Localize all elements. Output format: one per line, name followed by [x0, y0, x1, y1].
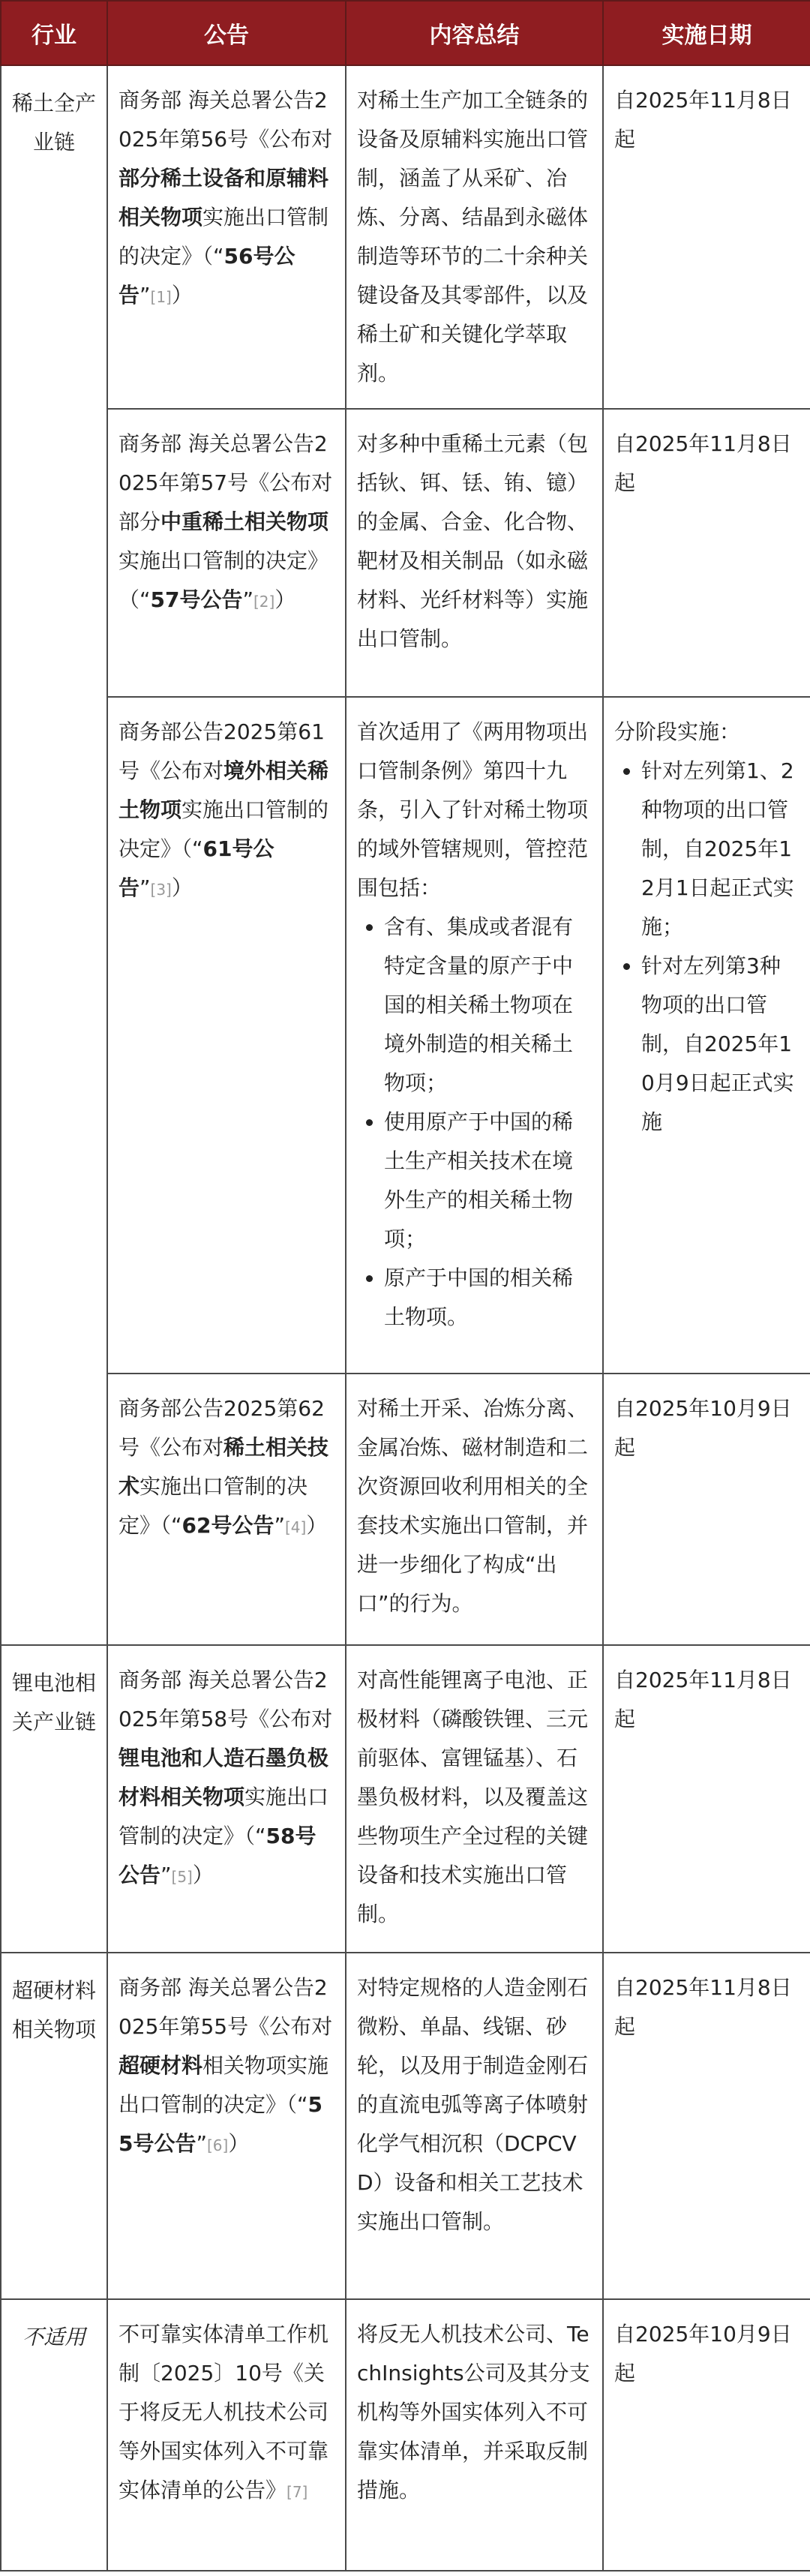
- industry-cell: 不适用: [1, 2299, 107, 2571]
- table-row: [1, 697, 810, 1374]
- list-item: • 使用原产于中国的稀土生产相关技术在境外生产的相关稀土物项；: [384, 1103, 593, 1259]
- table-row: [1, 65, 810, 409]
- header-industry: 行业: [1, 1, 107, 65]
- footnote-link[interactable]: [6]: [207, 2136, 229, 2154]
- announcement-short-name: 61号公告: [118, 836, 274, 900]
- footnote-link[interactable]: [7]: [286, 2483, 308, 2501]
- announcement-short-name: 56号公告: [118, 244, 296, 308]
- header-announcement: 公告: [107, 1, 346, 65]
- industry-cell: 超硬材料相关物项: [1, 1953, 107, 2299]
- footnote-link[interactable]: [4]: [285, 1518, 307, 1536]
- date-cell: [603, 697, 810, 1374]
- announcement-highlight: 中重稀土相关物项: [160, 509, 329, 534]
- announcement-cell: 商务部 海关总署公告2025年第55号《公布对超硬材料相关物项实施出口管制的决定》（“55号公告”[6]）: [107, 1953, 346, 2299]
- list-item: • 针对左列第3种物项的出口管制，自2025年10月9日起正式实施: [641, 947, 801, 1142]
- header-date: 实施日期: [603, 1, 810, 65]
- table-row: [1, 409, 810, 697]
- announcement-cell: 商务部公告2025第61号《公布对境外相关稀土物项实施出口管制的决定》（“61号公告”[3]）: [107, 697, 346, 1374]
- industry-cell: 稀土全产业链: [1, 65, 107, 1645]
- announcement-cell: 不可靠实体清单工作机制〔2025〕10号《关于将反无人机技术公司等外国实体列入不可靠实体清单的公告》[7]: [107, 2299, 346, 2571]
- summary-cell: 对稀土生产加工全链条的设备及原辅料实施出口管制，涵盖了从采矿、冶炼、分离、结晶到永磁体制造等环节的二十余种关键设备及其零部件，以及稀土矿和关键化学萃取剂。: [346, 65, 603, 409]
- announcement-highlight: 超硬材料: [118, 2053, 203, 2078]
- date-list: [614, 752, 801, 1142]
- date-cell: 自2025年10月9日起: [603, 2299, 810, 2571]
- table-row: [1, 1953, 810, 2299]
- footnote-link[interactable]: [2]: [254, 593, 275, 611]
- summary-list: [357, 908, 593, 1337]
- table-row: [1, 2299, 810, 2571]
- announcement-highlight: 锂电池和人造石墨负极材料相关物项: [118, 1746, 329, 1809]
- header-summary: 内容总结: [346, 1, 603, 65]
- list-item: • 针对左列第1、2种物项的出口管制，自2025年12月1日起正式实施；: [641, 752, 801, 947]
- announcement-highlight: 境外相关稀土物项: [118, 758, 329, 822]
- date-intro: 分阶段实施：: [614, 719, 741, 744]
- announcement-cell: 商务部公告2025第62号《公布对稀土相关技术实施出口管制的决定》（“62号公告”[4]）: [107, 1374, 346, 1645]
- list-item: • 原产于中国的相关稀土物项。: [384, 1259, 593, 1337]
- footnote-link[interactable]: [5]: [171, 1868, 193, 1886]
- summary-cell: 将反无人机技术公司、TechInsights公司及其分支机构等外国实体列入不可靠实体清单，并采取反制措施。: [346, 2299, 603, 2571]
- announcement-highlight: 部分稀土设备和原辅料相关物项: [118, 166, 329, 230]
- summary-cell: 对特定规格的人造金刚石微粉、单晶、线锯、砂轮，以及用于制造金刚石的直流电弧等离子体喷射化学气相沉积（DCPCVD）设备和相关工艺技术实施出口管制。: [346, 1953, 603, 2299]
- summary-cell: [346, 697, 603, 1374]
- summary-cell: 对高性能锂离子电池、正极材料（磷酸铁锂、三元前驱体、富锂锰基）、石墨负极材料，以及覆盖这些物项生产全过程的关键设备和技术实施出口管制。: [346, 1645, 603, 1953]
- summary-cell: 对稀土开采、冶炼分离、金属冶炼、磁材制造和二次资源回收利用相关的全套技术实施出口管制，并进一步细化了构成“出口”的行为。: [346, 1374, 603, 1645]
- date-cell: 自2025年11月8日起: [603, 1645, 810, 1953]
- footnote-link[interactable]: [3]: [150, 881, 172, 899]
- summary-cell: 对多种中重稀土元素（包括钬、铒、铥、铕、镱）的金属、合金、化合物、靶材及相关制品（如永磁材料、光纤材料等）实施出口管制。: [346, 409, 603, 697]
- announcement-short-name: 55号公告: [118, 2092, 322, 2156]
- table-row: [1, 1374, 810, 1645]
- date-cell: 自2025年11月8日起: [603, 65, 810, 409]
- announcement-cell: 商务部 海关总署公告2025年第57号《公布对部分中重稀土相关物项实施出口管制的决定》（“57号公告”[2]）: [107, 409, 346, 697]
- announcement-short-name: 58号公告: [118, 1824, 316, 1887]
- announcement-short-name: 62号公告: [182, 1513, 274, 1538]
- announcement-highlight: 稀土相关技术: [118, 1435, 329, 1499]
- table-row: [1, 1645, 810, 1953]
- date-cell: 自2025年11月8日起: [603, 409, 810, 697]
- footnote-link[interactable]: [1]: [150, 288, 172, 306]
- date-cell: 自2025年10月9日起: [603, 1374, 810, 1645]
- table-header-row: [1, 1, 810, 65]
- industry-cell: 锂电池相关产业链: [1, 1645, 107, 1953]
- date-cell: 自2025年11月8日起: [603, 1953, 810, 2299]
- announcement-cell: 商务部 海关总署公告2025年第58号《公布对锂电池和人造石墨负极材料相关物项实施出口管制的决定》（“58号公告”[5]）: [107, 1645, 346, 1953]
- summary-intro: 首次适用了《两用物项出口管制条例》第四十九条，引入了针对稀土物项的域外管辖规则，管控范围包括：: [357, 719, 589, 900]
- announcement-short-name: 57号公告: [150, 587, 243, 612]
- announcement-cell: 商务部 海关总署公告2025年第56号《公布对部分稀土设备和原辅料相关物项实施出口管制的决定》（“56号公告”[1]）: [107, 65, 346, 409]
- list-item: • 含有、集成或者混有特定含量的原产于中国的相关稀土物项在境外制造的相关稀土物项；: [384, 908, 593, 1103]
